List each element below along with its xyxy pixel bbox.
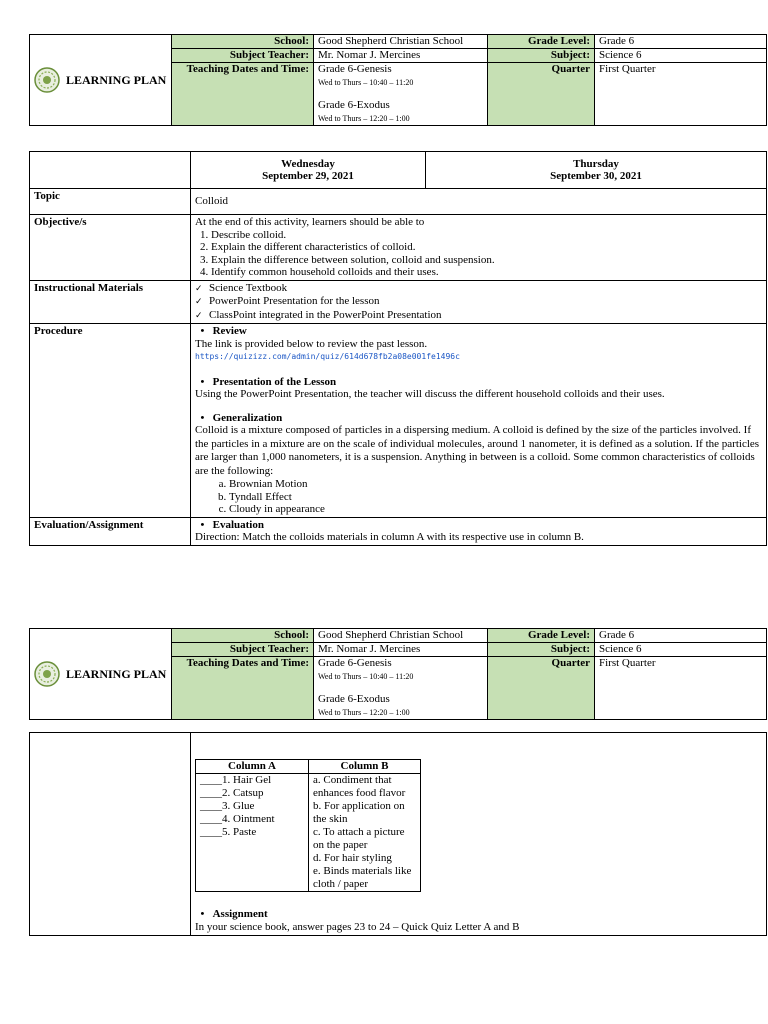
corner-cell xyxy=(30,152,191,189)
assignment-title: Assignment xyxy=(212,908,268,920)
material-item: ✓ PowerPoint Presentation for the lesson xyxy=(195,295,762,309)
subject-value: Science 6 xyxy=(595,643,767,657)
section-exodus-time: Wed to Thurs – 12:20 – 1:00 xyxy=(318,708,410,717)
day-thursday: Thursday xyxy=(573,157,619,170)
objectives-label: Objective/s xyxy=(30,215,191,281)
schedule-cell xyxy=(314,63,488,126)
column-a-item: ____1. Hair Gel xyxy=(200,774,272,786)
column-a-cell xyxy=(196,774,309,892)
column-b-item: c. To attach a picture on the paper xyxy=(313,826,405,851)
section-exodus: Grade 6-Exodus xyxy=(318,693,390,705)
column-a-header: Column A xyxy=(196,760,309,774)
day-wednesday: Wednesday xyxy=(281,157,335,170)
grade-level-label: Grade Level: xyxy=(488,35,595,49)
dates-label: Teaching Dates and Time: xyxy=(172,657,314,720)
topic-value: Colloid xyxy=(191,189,767,215)
section-genesis: Grade 6-Genesis xyxy=(318,63,392,75)
presentation-title: Presentation of the Lesson xyxy=(212,375,337,388)
generalization-text: Colloid is a mixture composed of particles in a dispersing medium. A colloid is defined by the size of the particles involved. If the particles in a mixture are on the scale of individual molecules, around 1 nanometer, it is defined as a solution. If the particles are larger than 1,000 nanometers, it is a suspension. Anything in between is a colloid. Some common characteristics of colloids are the following: xyxy=(195,424,760,477)
characteristic-item: c. Cloudy in appearance xyxy=(229,503,762,516)
subject-value: Science 6 xyxy=(595,49,767,63)
materials-cell xyxy=(191,280,767,324)
day-thursday-cell xyxy=(426,152,767,189)
quarter-value: First Quarter xyxy=(595,657,767,720)
grade-level-label: Grade Level: xyxy=(488,629,595,643)
teacher-value: Mr. Nomar J. Mercines xyxy=(314,49,488,63)
schedule-cell xyxy=(314,657,488,720)
continuation-label-cell xyxy=(30,733,191,936)
assignment-heading: • Assignment xyxy=(195,908,268,920)
objective-item: 1. Describe colloid. xyxy=(211,229,762,242)
evaluation-direction: Direction: Match the colloids materials in column A with its respective use in column B. xyxy=(195,531,584,543)
grade-level-value: Grade 6 xyxy=(595,629,767,643)
column-b-item: b. For application on the skin xyxy=(313,800,405,825)
school-logo-icon xyxy=(34,661,60,687)
subject-label: Subject: xyxy=(488,49,595,63)
header-title-cell xyxy=(30,629,172,720)
procedure-label: Procedure xyxy=(30,324,191,518)
school-logo-icon xyxy=(34,67,60,93)
lesson-header-1 xyxy=(29,34,767,126)
review-text: The link is provided below to review the past lesson. xyxy=(195,337,428,350)
quarter-value: First Quarter xyxy=(595,63,767,126)
review-heading: • Review xyxy=(195,325,247,337)
material-item: ✓ Science Textbook xyxy=(195,282,762,296)
assignment-text: In your science book, answer pages 23 to 24 – Quick Quiz Letter A and B xyxy=(195,920,520,933)
quarter-label: Quarter xyxy=(488,63,595,126)
materials-list xyxy=(195,282,762,323)
evaluation-title: Evaluation xyxy=(212,518,264,531)
date-wednesday: September 29, 2021 xyxy=(262,170,354,182)
continuation-content-cell xyxy=(191,733,767,936)
section-genesis-time: Wed to Thurs – 10:40 – 11:20 xyxy=(318,78,414,87)
column-a-item: ____5. Paste xyxy=(200,826,257,838)
column-b-item: d. For hair styling xyxy=(313,852,392,864)
evaluation-cell xyxy=(191,517,767,545)
objectives-intro: At the end of this activity, learners should be able to xyxy=(195,216,425,228)
characteristic-item: b. Tyndall Effect xyxy=(229,491,762,504)
matching-table xyxy=(195,759,421,892)
procedure-cell xyxy=(191,324,767,518)
section-exodus: Grade 6-Exodus xyxy=(318,99,390,111)
evaluation-heading: • Evaluation xyxy=(195,518,264,531)
column-a-item: ____2. Catsup xyxy=(200,787,264,799)
characteristics-list xyxy=(195,478,762,516)
teacher-label: Subject Teacher: xyxy=(172,49,314,63)
presentation-text: Using the PowerPoint Presentation, the teacher will discuss the different household colloids and their uses. xyxy=(195,388,665,400)
presentation-heading: • Presentation of the Lesson xyxy=(195,375,337,388)
subject-label: Subject: xyxy=(488,643,595,657)
column-a-item: ____3. Glue xyxy=(200,800,255,812)
material-item: ✓ ClassPoint integrated in the PowerPoint Presentation xyxy=(195,309,762,323)
column-a-item: ____4. Ointment xyxy=(200,813,275,825)
school-value: Good Shepherd Christian School xyxy=(314,629,488,643)
section-genesis-time: Wed to Thurs – 10:40 – 11:20 xyxy=(318,672,414,681)
header-title-cell xyxy=(30,35,172,126)
teacher-label: Subject Teacher: xyxy=(172,643,314,657)
learning-plan-title: LEARNING PLAN xyxy=(66,72,167,87)
grade-level-value: Grade 6 xyxy=(595,35,767,49)
column-b-item: a. Condiment that enhances food flavor xyxy=(313,774,406,799)
dates-label: Teaching Dates and Time: xyxy=(172,63,314,126)
quarter-label: Quarter xyxy=(488,657,595,720)
school-label: School: xyxy=(172,35,314,49)
date-thursday: September 30, 2021 xyxy=(550,170,642,182)
continuation-table xyxy=(29,732,767,936)
section-genesis: Grade 6-Genesis xyxy=(318,657,392,669)
materials-label: Instructional Materials xyxy=(30,280,191,324)
objective-item: 3. Explain the difference between solution, colloid and suspension. xyxy=(211,254,762,267)
generalization-title: Generalization xyxy=(212,411,283,424)
column-b-cell xyxy=(309,774,421,892)
column-b-header: Column B xyxy=(309,760,421,774)
review-quiz-link[interactable]: https://quizizz.com/admin/quiz/614d678fb2a08e001fe1496c xyxy=(195,352,460,361)
column-b-item: e. Binds materials like cloth / paper xyxy=(313,865,412,890)
teacher-value: Mr. Nomar J. Mercines xyxy=(314,643,488,657)
objective-item: 4. Identify common household colloids and their uses. xyxy=(211,266,762,279)
section-exodus-time: Wed to Thurs – 12:20 – 1:00 xyxy=(318,114,410,123)
review-title: Review xyxy=(212,325,247,337)
generalization-heading: • Generalization xyxy=(195,411,283,424)
topic-label: Topic xyxy=(30,189,191,215)
school-value: Good Shepherd Christian School xyxy=(314,35,488,49)
evaluation-label: Evaluation/Assignment xyxy=(30,517,191,545)
characteristic-item: a. Brownian Motion xyxy=(229,478,762,491)
lesson-header-2 xyxy=(29,628,767,720)
objective-item: 2. Explain the different characteristics of colloid. xyxy=(211,241,762,254)
lesson-plan-table xyxy=(29,151,767,546)
objectives-list xyxy=(195,229,762,279)
objectives-cell xyxy=(191,215,767,281)
day-wednesday-cell xyxy=(191,152,426,189)
learning-plan-title: LEARNING PLAN xyxy=(66,666,167,681)
school-label: School: xyxy=(172,629,314,643)
